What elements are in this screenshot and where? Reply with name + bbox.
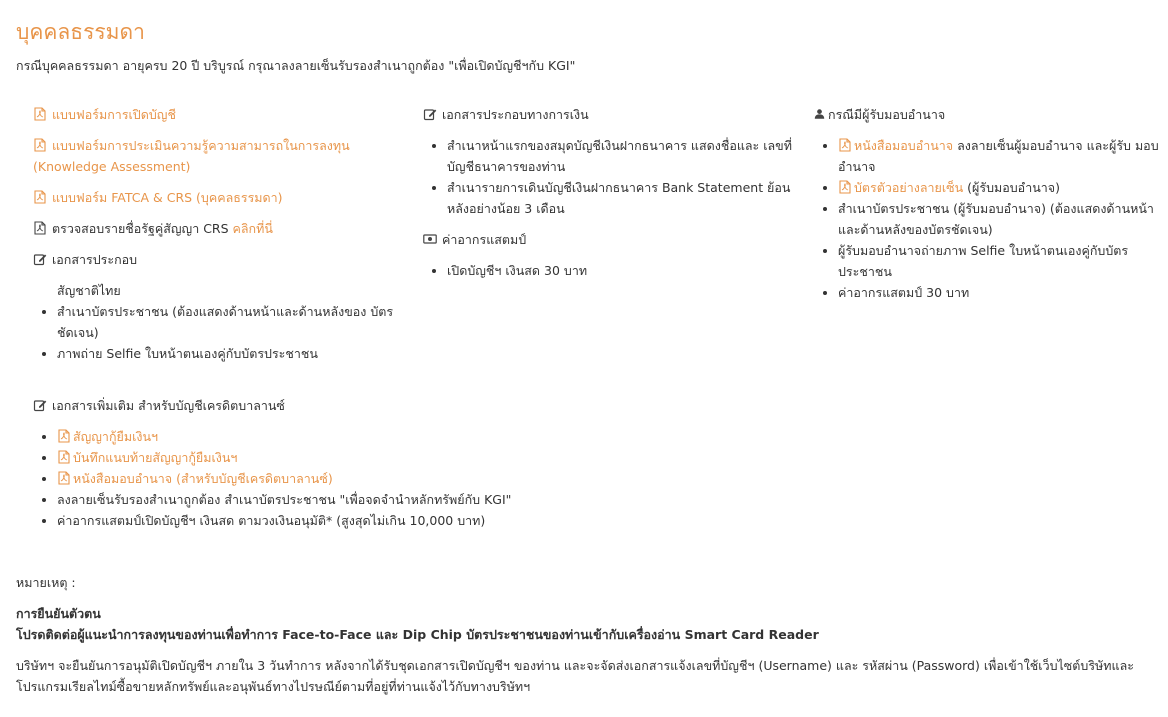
list-item: • สำเนาบัตรประชาชน (ผู้รับมอบอำนาจ) (ต้องแสดงด้านหน้า และด้านหลังของบัตรชัดเจน) [838,198,1164,240]
edit-icon [423,107,437,121]
credit-heading [33,395,593,416]
list-item [57,426,593,447]
column-proxy [814,104,1164,303]
assessment-form-label: แบบฟอร์มการประเมินความรู้ความสามารถในการลงทุน [52,138,350,153]
pdf-icon [838,138,852,152]
column-forms [33,104,403,364]
finance-heading [423,104,793,125]
page-title: บุคคลธรรมดา [16,20,145,44]
pdf-icon [57,429,71,443]
user-icon [814,107,825,121]
list-item: • เปิดบัญชีฯ เงินสด 30 บาท [447,260,793,281]
pdf-icon [33,190,47,204]
edit-icon [33,252,47,266]
proxy-heading-label: กรณีมีผู้รับมอบอำนาจ [828,107,946,122]
pdf-icon [57,450,71,464]
finance-list [423,135,793,219]
money-icon [423,232,437,246]
credit-poa-link[interactable] [57,471,333,486]
finance-heading-label: เอกสารประกอบทางการเงิน [442,107,589,122]
note-paragraph-line2: โปรแกรมเรียลไทม์ซื้อขายหลักทรัพย์และอนุพันธ์ทางไปรษณีย์ตามที่อยู่ที่ท่านแจ้งไว้กับทางบริษัทฯ [16,679,531,694]
documents-heading [33,249,403,270]
proxy-heading [814,104,1164,125]
list-item [838,177,1164,198]
pdf-icon [57,471,71,485]
assessment-form-label-line2: (Knowledge Assessment) [33,159,191,174]
signature-card-label: บัตรตัวอย่างลายเซ็น [854,180,964,195]
open-account-form-link[interactable] [33,104,403,125]
documents-heading-label: เอกสารประกอบ [52,252,138,267]
crs-click-here-link[interactable]: คลิกที่นี่ [232,221,273,236]
credit-list [33,426,593,531]
fatca-form-label: แบบฟอร์ม FATCA & CRS (บุคคลธรรมดา) [52,190,283,205]
open-account-form-label: แบบฟอร์มการเปิดบัญชี [52,107,176,122]
list-item: • ค่าอากรแสตมป์ 30 บาท [838,282,1164,303]
credit-balance-section [33,395,593,531]
list-item [57,447,593,468]
pdf-icon [838,180,852,194]
pdf-icon [33,221,47,235]
proxy-list [814,135,1164,303]
power-of-attorney-link[interactable] [838,138,953,153]
assessment-form-link[interactable] [33,135,403,177]
column-finance [423,104,793,281]
list-item: • ภาพถ่าย Selfie ใบหน้าตนเองคู่กับบัตรประชาชน [57,343,403,364]
stamp-heading [423,229,793,250]
page-subtitle: กรณีบุคคลธรรมดา อายุครบ 20 ปี บริบูรณ์ กรุณาลงลายเซ็นรับรองสำเนาถูกต้อง "เพื่อเปิดบัญชีฯกับ KGI" [16,58,576,73]
loan-memo-label: บันทึกแนบท้ายสัญญากู้ยืมเงินฯ [73,450,238,465]
list-item: • ผู้รับมอบอำนาจถ่ายภาพ Selfie ใบหน้าตนเองคู่กับบัตร ประชาชน [838,240,1164,282]
note-section [16,572,1156,697]
verify-title: การยืนยันตัวตน [16,606,101,621]
note-label: หมายเหตุ : [16,575,76,590]
thai-nationality-label: สัญชาติไทย [57,283,121,298]
pdf-icon [33,107,47,121]
signature-card-link[interactable] [838,180,963,195]
credit-poa-label: หนังสือมอบอำนาจ (สำหรับบัญชีเครดิตบาลานซ์) [73,471,333,486]
note-paragraph-line1: บริษัทฯ จะยืนยันการอนุมัติเปิดบัญชีฯ ภายใน 3 วันทำการ หลังจากได้รับชุดเอกสารเปิดบัญชีฯ ของท่าน และจะจัดส่งเอกสารแจ้งเลขที่บัญชีฯ (Username) และ รหัสผ่าน (Password) เพื่อเข้าใช้เว็บไซต์บริษัทและ [16,658,1134,673]
loan-contract-label: สัญญากู้ยืมเงินฯ [73,429,159,444]
documents-list [33,301,403,364]
stamp-list [423,260,793,281]
crs-check-text: ตรวจสอบรายชื่อรัฐคู่สัญญา CRS [52,221,229,236]
loan-memo-link[interactable] [57,450,237,465]
list-item: • ลงลายเซ็นรับรองสำเนาถูกต้อง สำเนาบัตรประชาชน "เพื่อจดจำนำหลักทรัพย์กับ KGI" [57,489,593,510]
pdf-icon [33,138,47,152]
proxy-item1-text: ลงลายเซ็นผู้มอบอำนาจ และผู้รับ มอบอำนาจ [838,138,1159,174]
list-item: • ค่าอากรแสตมป์เปิดบัญชีฯ เงินสด ตามวงเงินอนุมัติ* (สูงสุดไม่เกิน 10,000 บาท) [57,510,593,531]
credit-heading-label: เอกสารเพิ่มเติม สำหรับบัญชีเครดิตบาลานซ์ [52,398,285,413]
stamp-heading-label: ค่าอากรแสตมป์ [442,232,527,247]
list-item [57,468,593,489]
list-item: • สำเนาบัตรประชาชน (ต้องแสดงด้านหน้าและด้านหลังของ บัตรชัดเจน) [57,301,403,343]
fatca-form-link[interactable] [33,187,403,208]
proxy-item2-text: (ผู้รับมอบอำนาจ) [967,180,1060,195]
list-item [838,135,1164,177]
loan-contract-link[interactable] [57,429,158,444]
list-item: • สำเนาหน้าแรกของสมุดบัญชีเงินฝากธนาคาร แสดงชื่อและ เลขที่บัญชีธนาคารของท่าน [447,135,793,177]
power-of-attorney-label: หนังสือมอบอำนาจ [854,138,954,153]
edit-icon [33,398,47,412]
crs-check-row [33,218,403,239]
verify-text: โปรดติดต่อผู้แนะนำการลงทุนของท่านเพื่อทำการ Face-to-Face และ Dip Chip บัตรประชาชนของท่านเข้ากับเครื่องอ่าน Smart Card Reader [16,627,819,642]
list-item: • สำเนารายการเดินบัญชีเงินฝากธนาคาร Bank Statement ย้อนหลังอย่างน้อย 3 เดือน [447,177,793,219]
